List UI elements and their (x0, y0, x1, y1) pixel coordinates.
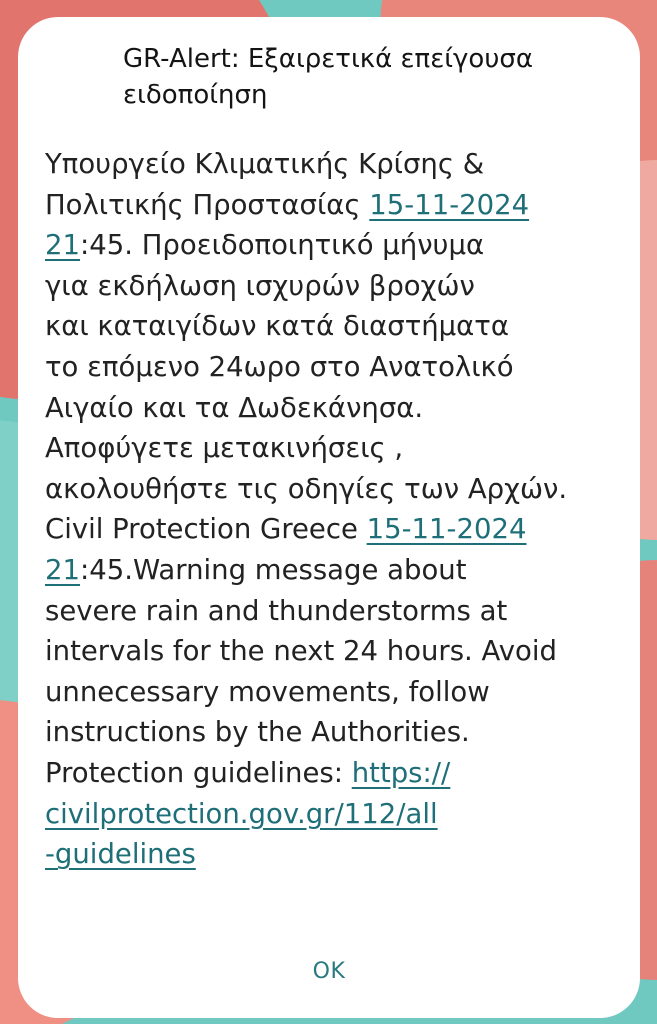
message-link[interactable]: -guidelines (45, 838, 196, 871)
message-line (45, 347, 620, 388)
message-line (45, 509, 620, 550)
message-text: Υπουργείο Κλιματικής Κρίσης & (45, 148, 485, 180)
message-text: unnecessary movements, follow (45, 675, 490, 708)
message-text: Πολιτικής Προστασίας (45, 188, 370, 221)
message-link[interactable]: https:// (351, 756, 451, 789)
message-link[interactable]: 15-11-2024 (369, 188, 530, 221)
alert-title: GR-Alert: Εξαιρετικά επείγουσα ειδοποίηση (123, 44, 533, 110)
message-line (45, 591, 620, 632)
message-text: Civil Protection Greece (45, 513, 367, 546)
message-line (45, 388, 620, 429)
message-text: για εκδήλωση ισχυρών βροχών (45, 269, 475, 302)
message-line (45, 144, 620, 185)
message-line (45, 631, 620, 672)
message-text: :45. Προειδοποιητικό μήνυμα (80, 229, 485, 262)
message-text: και καταιγίδων κατά διαστήματα (45, 310, 509, 343)
message-text: ακολουθήστε τις οδηγίες των Αρχών. (45, 472, 568, 505)
message-line (45, 225, 620, 266)
message-line (45, 712, 620, 753)
message-line (45, 428, 620, 469)
message-line (45, 306, 620, 347)
message-line (45, 469, 620, 510)
emergency-alert-dialog (18, 17, 640, 1018)
message-line (45, 185, 620, 226)
ok-button[interactable]: OK (268, 947, 390, 995)
message-link[interactable]: 21 (45, 229, 80, 262)
message-line (45, 266, 620, 307)
message-text: Αποφύγετε μετακινήσεις , (45, 432, 404, 465)
message-line (45, 672, 620, 713)
message-text: το επόμενο 24ωρο στο Ανατολικό (45, 350, 514, 383)
message-line (45, 834, 620, 875)
message-link[interactable]: 21 (45, 553, 80, 586)
message-line (45, 550, 620, 591)
message-link[interactable]: 15-11-2024 (366, 513, 527, 546)
message-text: intervals for the next 24 hours. Avoid (45, 635, 557, 668)
message-link[interactable]: civilprotection.gov.gr/112/all (45, 797, 438, 830)
message-text: severe rain and thunderstorms at (45, 594, 508, 627)
message-text: :45.Warning message about (80, 553, 467, 586)
message-text: Protection guidelines: (45, 756, 352, 789)
message-text: instructions by the Authorities. (45, 716, 470, 749)
message-line (45, 753, 620, 794)
message-line (45, 794, 620, 835)
message-text: Αιγαίο και τα Δωδεκάνησα. (45, 391, 424, 424)
alert-message (45, 144, 620, 875)
